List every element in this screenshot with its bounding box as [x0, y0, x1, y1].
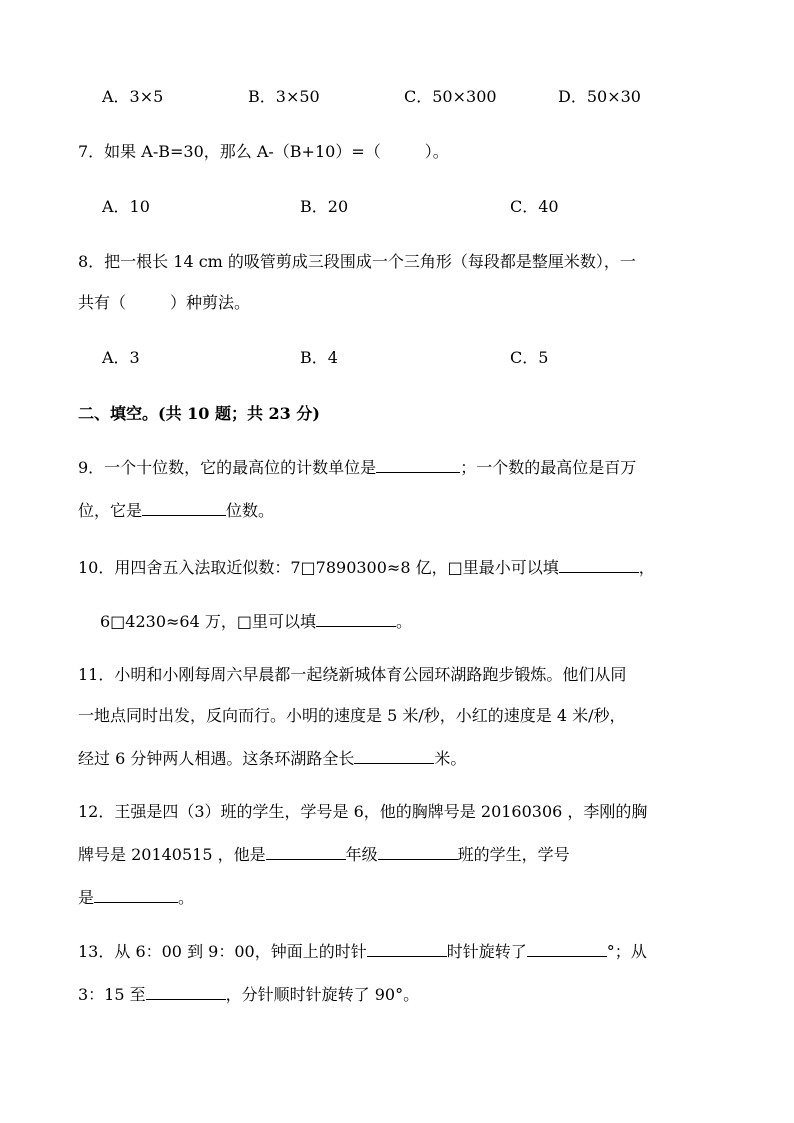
q12-text-a: 牌号是 20140515 ，他是 [78, 845, 266, 864]
q9-blank-2[interactable] [142, 499, 226, 516]
q12-text-b: 年级 [345, 845, 378, 864]
q10-blank-1[interactable] [559, 556, 639, 573]
q7-option-a: A．10 [102, 197, 150, 216]
q13-text-d: 3：15 至 [78, 985, 146, 1004]
q11-line-2: 一地点同时出发，反向而行。小明的速度是 5 米/秒，小红的速度是 4 米/秒， [78, 706, 626, 725]
q11-text-a: 经过 6 分钟两人相遇。这条环湖路全长 [78, 749, 355, 768]
q12-text-d: 是 [78, 888, 95, 907]
q9-blank-1[interactable] [376, 456, 460, 473]
q13-text-e: ，分针顺时针旋转了 90°。 [225, 985, 420, 1004]
q10-line-2 [100, 610, 412, 633]
q13-text-a: 13．从 6：00 到 9：00，钟面上的时针 [78, 942, 367, 961]
q8-stem-text: 共有（ [78, 293, 127, 312]
q7-stem-end: ）。 [424, 142, 449, 161]
q8-stem-end: ）种剪法。 [170, 293, 251, 312]
q8-line-1: 8．把一根长 14 cm 的吸管剪成三段围成一个三角形（每段都是整厘米数），一 [78, 252, 636, 271]
q9-line-1 [78, 456, 636, 479]
q10-text-b: ， [638, 558, 655, 577]
q6-option-d: D．50×30 [558, 87, 641, 106]
q12-blank-number[interactable] [94, 886, 178, 903]
q7-option-b: B．20 [300, 197, 349, 216]
q6-option-a: A．3×5 [102, 87, 164, 106]
q7-option-c: C．40 [510, 197, 559, 216]
section-heading: 二、填空。(共 10 题；共 23 分) [78, 404, 320, 423]
q13-text-c: °；从 [606, 942, 647, 961]
q11-line-3 [78, 747, 466, 770]
q11-line-1: 11．小明和小刚每周六早晨都一起绕新城体育公园环湖路跑步锻炼。他们从同 [78, 665, 627, 684]
q13-blank-2[interactable] [527, 940, 607, 957]
q12-blank-grade[interactable] [266, 843, 346, 860]
q10-text-c: 6□4230≈64 万，□里可以填 [100, 612, 316, 631]
q8-line-2 [78, 292, 250, 314]
q11-text-b: 米。 [434, 749, 467, 768]
q10-line-1 [78, 556, 655, 579]
q10-blank-2[interactable] [316, 610, 396, 627]
q8-option-a: A．3 [102, 348, 140, 367]
q12-line-2 [78, 843, 570, 866]
q12-line-1: 12．王强是四（3）班的学生，学号是 6，他的胸牌号是 20160306 ，李刚的胸 [78, 802, 648, 821]
q9-text-b: ；一个数的最高位是百万 [460, 458, 637, 477]
q12-blank-class[interactable] [378, 843, 458, 860]
q13-blank-1[interactable] [367, 940, 447, 957]
q6-option-b: B．3×50 [248, 87, 320, 106]
q10-text-d: 。 [396, 612, 413, 631]
q12-line-3 [78, 886, 194, 909]
q8-option-c: C．5 [510, 348, 549, 367]
q11-blank[interactable] [354, 747, 434, 764]
q9-text-c: 位，它是 [78, 501, 143, 520]
q13-blank-3[interactable] [146, 983, 226, 1000]
q10-text-a: 10．用四舍五入法取近似数：7□7890300≈8 亿，□里最小可以填 [78, 558, 559, 577]
q12-text-e: 。 [178, 888, 195, 907]
q13-line-1 [78, 940, 647, 963]
q12-text-c: 班的学生，学号 [457, 845, 570, 864]
q6-option-c: C．50×300 [404, 87, 497, 106]
q13-text-b: 时针旋转了 [446, 942, 527, 961]
q7-stem-text: 7．如果 A-B=30，那么 A-（B+10）=（ [78, 142, 381, 161]
q9-text-d: 位数。 [226, 501, 275, 520]
q9-text-a: 9．一个十位数，它的最高位的计数单位是 [78, 458, 377, 477]
q13-line-2 [78, 983, 419, 1006]
q9-line-2 [78, 499, 274, 522]
q8-option-b: B．4 [300, 348, 338, 367]
q7-stem [78, 141, 449, 163]
